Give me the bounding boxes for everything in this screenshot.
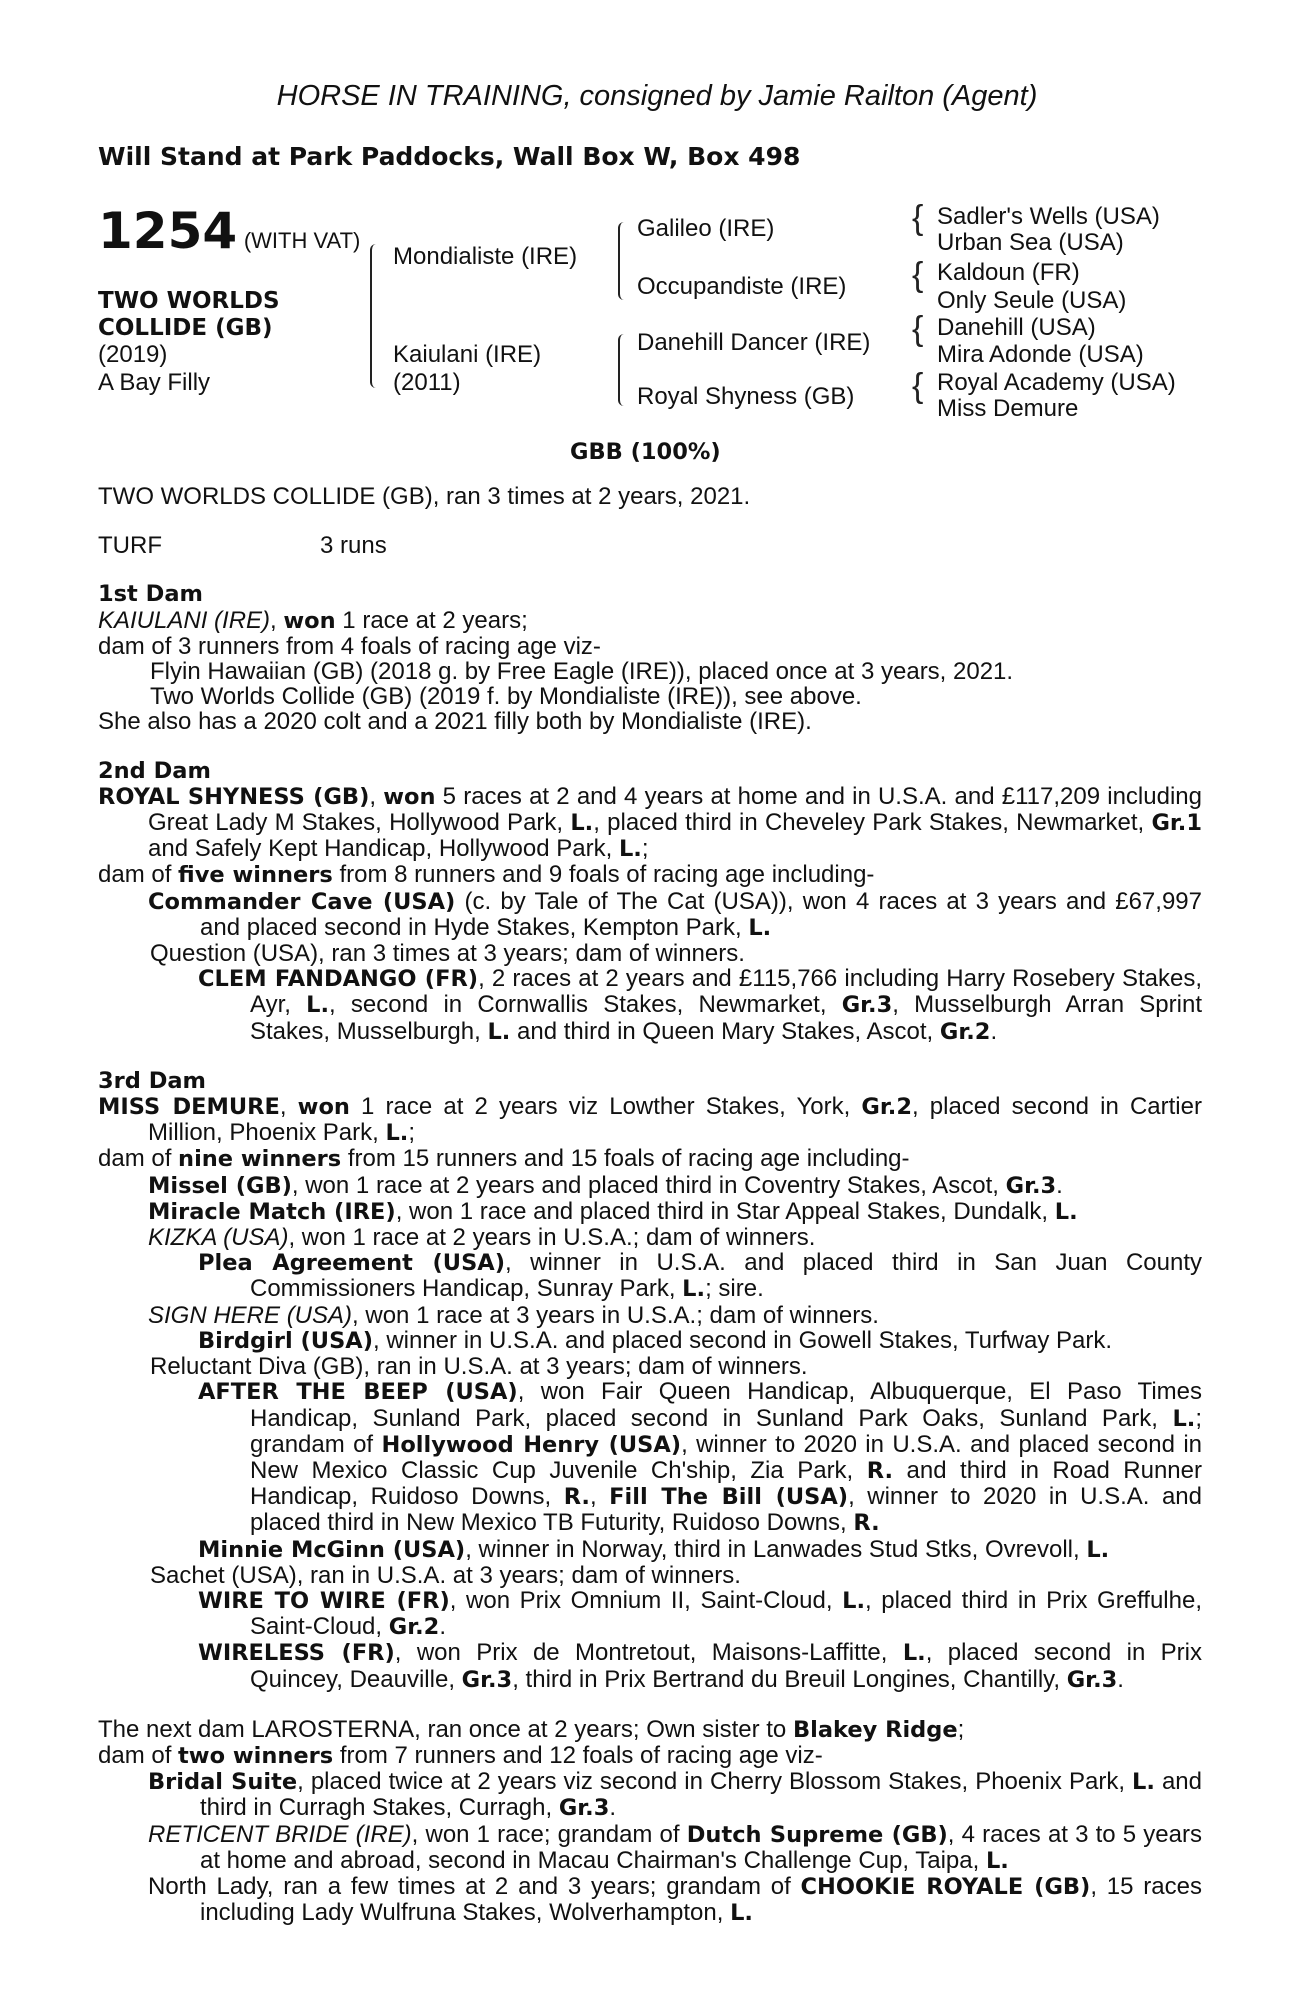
dam3-grandprogeny: Minnie McGinn (USA), winner in Norway, third in Lanwades Stud Stks, Ovrevoll, L. bbox=[198, 1535, 1110, 1563]
dam3-entry: MISS DEMURE, won 1 race at 2 years viz Lowther Stakes, York, Gr.2, placed second in Cartier Million, Phoenix Park, L.; bbox=[98, 1093, 1202, 1147]
dam3-grandprogeny: Plea Agreement (USA), winner in U.S.A. and placed third in San Juan County Commissioners Handicap, Sunray Park, L.; sire. bbox=[198, 1249, 1202, 1303]
pedigree-brace: { bbox=[912, 310, 924, 348]
pedigree-dam-sire: Danehill Dancer (IRE) bbox=[637, 329, 871, 356]
pedigree-sss: Sadler's Wells (USA) bbox=[937, 203, 1160, 230]
dam1-line: She also has a 2020 colt and a 2021 filly both by Mondialiste (IRE). bbox=[98, 708, 812, 736]
lot-block bbox=[98, 204, 360, 259]
dam3-progeny: Miracle Match (IRE), won 1 race and placed third in Star Appeal Stakes, Dundalk, L. bbox=[148, 1197, 1078, 1225]
pedigree-dam-dam: Royal Shyness (GB) bbox=[637, 383, 855, 410]
dam2-grandprogeny: CLEM FANDANGO (FR), 2 races at 2 years and £115,766 including Harry Rosebery Stakes, Ayr, L., second in Cornwallis Stakes, Newmarket, Gr.3, Musselburgh Arran Sprint Stakes, Musselburgh, L. and third in Queen Mary Stakes, Ascot, Gr.2. bbox=[198, 965, 1202, 1045]
horse-name-line1: TWO WORLDS bbox=[98, 288, 280, 314]
pedigree-brace bbox=[618, 334, 630, 406]
vat-note: (WITH VAT) bbox=[243, 228, 361, 253]
pedigree-dam: Kaiulani (IRE) bbox=[393, 341, 542, 368]
page-header: HORSE IN TRAINING, consigned by Jamie Railton (Agent) bbox=[276, 80, 1038, 112]
nextdam-progeny: North Lady, ran a few times at 2 and 3 years; grandam of CHOOKIE ROYALE (GB), 15 races including Lady Wulfruna Stakes, Wolverhampton, L. bbox=[148, 1872, 1202, 1927]
dam3-progeny: Sachet (USA), ran in U.S.A. at 3 years; dam of winners. bbox=[150, 1561, 741, 1589]
pedigree-sdd: Only Seule (USA) bbox=[937, 287, 1127, 314]
pedigree-sds: Kaldoun (FR) bbox=[937, 259, 1080, 286]
pedigree-dam-year: (2011) bbox=[393, 369, 461, 396]
pedigree-brace: { bbox=[912, 199, 924, 237]
dam3-grandprogeny: Birdgirl (USA), winner in U.S.A. and placed second in Gowell Stakes, Turfway Park. bbox=[198, 1326, 1113, 1354]
turf-runs: 3 runs bbox=[319, 532, 387, 560]
stand-location: Will Stand at Park Paddocks, Wall Box W, Box 498 bbox=[98, 142, 801, 171]
horse-name-line2: COLLIDE (GB) bbox=[98, 315, 273, 341]
pedigree-dss: Danehill (USA) bbox=[937, 314, 1096, 341]
dam3-grandprogeny: WIRE TO WIRE (FR), won Prix Omnium II, Saint-Cloud, L., placed third in Prix Greffulhe, Saint-Cloud, Gr.2. bbox=[198, 1586, 1202, 1641]
dam1-progeny: Flyin Hawaiian (GB) (2018 g. by Free Eagle (IRE)), placed once at 3 years, 2021. bbox=[150, 658, 1014, 686]
nextdam-dam-of: dam of two winners from 7 runners and 12 foals of racing age viz- bbox=[98, 1741, 823, 1769]
dam2-dam-of: dam of five winners from 8 runners and 9 foals of racing age including- bbox=[98, 861, 875, 889]
gbb-rating: GBB (100%) bbox=[570, 439, 721, 465]
pedigree-brace bbox=[370, 244, 382, 388]
pedigree-brace: { bbox=[912, 367, 924, 405]
dam2-entry: ROYAL SHYNESS (GB), won 5 races at 2 and 4 years at home and in U.S.A. and £117,209 including Great Lady M Stakes, Hollywood Park, L., placed third in Cheveley Park Stakes, Newmarket, Gr.1 and Safely Kept Handicap, Hollywood Park, L.; bbox=[98, 782, 1202, 863]
dam2-progeny: Question (USA), ran 3 times at 3 years; dam of winners. bbox=[150, 940, 745, 968]
dam1-progeny: Two Worlds Collide (GB) (2019 f. by Mondialiste (IRE)), see above. bbox=[150, 683, 862, 711]
dam3-progeny: Reluctant Diva (GB), ran in U.S.A. at 3 years; dam of winners. bbox=[150, 1353, 808, 1381]
nextdam-progeny: Bridal Suite, placed twice at 2 years viz second in Cherry Blossom Stakes, Phoenix Park, L. and third in Curragh Stakes, Curragh, Gr.3. bbox=[148, 1768, 1203, 1822]
catalogue-body bbox=[98, 484, 1202, 1926]
dam3-dam-of: dam of nine winners from 15 runners and 15 foals of racing age including- bbox=[98, 1145, 910, 1173]
horse-year: (2019) bbox=[98, 341, 168, 368]
dam3-grandprogeny: WIRELESS (FR), won Prix de Montretout, Maisons-Laffitte, L., placed second in Prix Quincey, Deauville, Gr.3, third in Prix Bertrand du Breuil Longines, Chantilly, Gr.3. bbox=[198, 1639, 1202, 1693]
nextdam-progeny: RETICENT BRIDE (IRE), won 1 race; grandam of Dutch Supreme (GB), 4 races at 3 to 5 years at home and abroad, second in Macau Chairman's Challenge Cup, Taipa, L. bbox=[148, 1820, 1202, 1874]
race-summary: TWO WORLDS COLLIDE (GB), ran 3 times at 2 years, 2021. bbox=[98, 483, 751, 510]
lot-number: 1254 bbox=[98, 202, 238, 260]
dam2-heading: 2nd Dam bbox=[98, 757, 211, 784]
pedigree-brace: { bbox=[912, 256, 924, 294]
pedigree-ssd: Urban Sea (USA) bbox=[937, 229, 1124, 256]
pedigree-sire: Mondialiste (IRE) bbox=[393, 243, 578, 270]
dam1-heading: 1st Dam bbox=[98, 581, 203, 608]
pedigree-sire-sire: Galileo (IRE) bbox=[637, 215, 775, 242]
pedigree-ddd: Miss Demure bbox=[937, 395, 1079, 422]
dam1-line: dam of 3 runners from 4 foals of racing age viz- bbox=[98, 632, 601, 660]
pedigree-dds: Royal Academy (USA) bbox=[937, 369, 1176, 396]
dam3-heading: 3rd Dam bbox=[98, 1067, 206, 1094]
nextdam-entry: The next dam LAROSTERNA, ran once at 2 years; Own sister to Blakey Ridge; bbox=[98, 1715, 965, 1743]
horse-description: A Bay Filly bbox=[98, 369, 211, 396]
pedigree-sire-dam: Occupandiste (IRE) bbox=[637, 273, 847, 300]
dam3-progeny: Missel (GB), won 1 race at 2 years and placed third in Coventry Stakes, Ascot, Gr.3. bbox=[148, 1171, 1063, 1199]
dam3-grandprogeny: AFTER THE BEEP (USA), won Fair Queen Handicap, Albuquerque, El Paso Times Handicap, Sunland Park, placed second in Sunland Park Oaks, Sunland Park, L.; grandam of Hollywood Henry (USA), winner to 2020 in U.S.A. and placed second in New Mexico Classic Cup Juvenile Ch'ship, Zia Park, R. and third in Road Runner Handicap, Ruidoso Downs, R., Fill The Bill (USA), winner to 2020 in U.S.A. and placed third in New Mexico TB Futurity, Ruidoso Downs, R. bbox=[198, 1378, 1202, 1537]
dam1-line: KAIULANI (IRE), won 1 race at 2 years; bbox=[98, 606, 528, 634]
turf-label: TURF bbox=[98, 532, 162, 560]
pedigree-brace bbox=[618, 222, 630, 300]
dam3-progeny: SIGN HERE (USA), won 1 race at 3 years in U.S.A.; dam of winners. bbox=[148, 1301, 879, 1329]
dam3-progeny: KIZKA (USA), won 1 race at 2 years in U.S.A.; dam of winners. bbox=[148, 1224, 816, 1252]
turf-record bbox=[98, 533, 1202, 558]
dam2-progeny: Commander Cave (USA) (c. by Tale of The Cat (USA)), won 4 races at 3 years and £67,997 and placed second in Hyde Stakes, Kempton Park, L. bbox=[148, 887, 1202, 941]
pedigree-dsd: Mira Adonde (USA) bbox=[937, 341, 1144, 368]
